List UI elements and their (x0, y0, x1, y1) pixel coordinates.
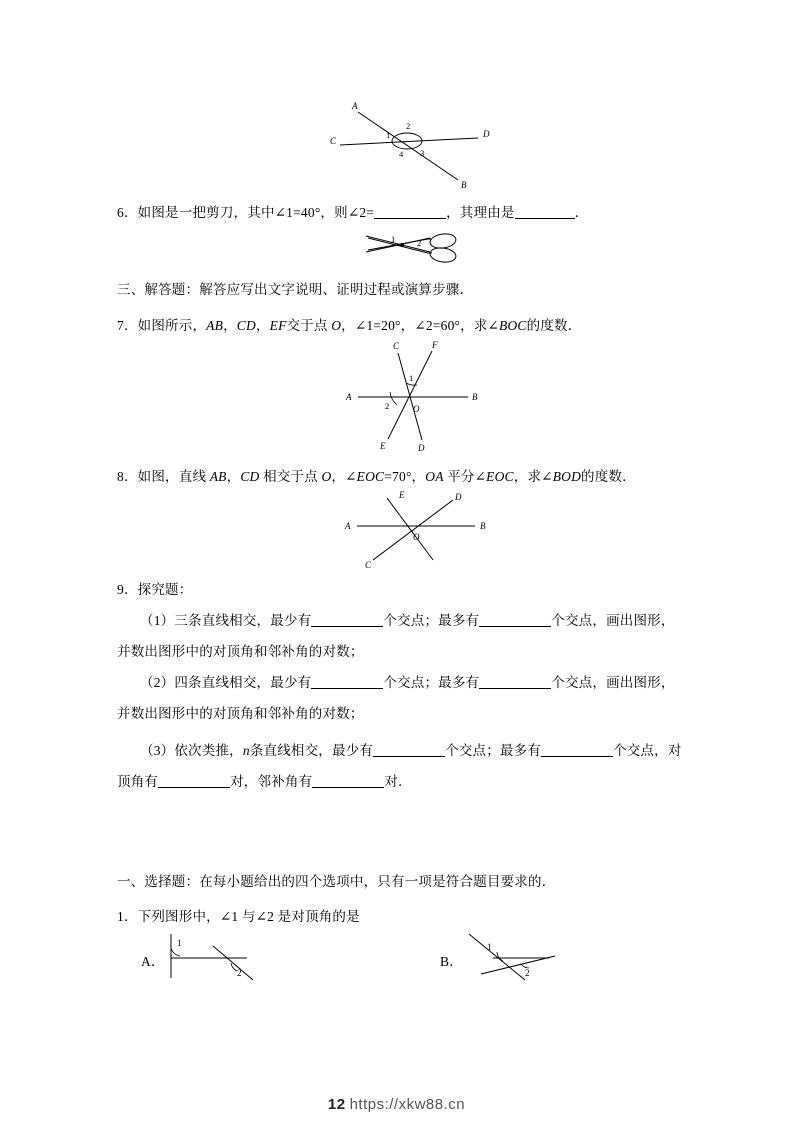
option-a-label[interactable] (141, 952, 165, 972)
q9-part-2-line-1 (140, 673, 675, 693)
svg-text:2: 2 (417, 238, 422, 248)
q8-suffix-3: 平分∠ (443, 469, 487, 484)
svg-text:C: C (330, 136, 337, 146)
q8-term-oa: OA (425, 469, 444, 484)
svg-text:1: 1 (177, 938, 182, 948)
figure-option-a (165, 930, 275, 985)
q9-part3-n: n (242, 743, 250, 758)
q9-part2-line2: 并数出图形中的对顶角和邻补角的对数； (117, 706, 364, 721)
question-8 (117, 467, 636, 487)
svg-text:B: B (461, 180, 467, 190)
q8-term-o: O (321, 469, 332, 484)
q9-p3-blank-3[interactable] (158, 774, 230, 788)
svg-text:O: O (413, 404, 420, 414)
section-1-heading (117, 872, 555, 892)
svg-text:A: A (346, 392, 352, 402)
q9-part2-b: 个交点；最多有 (383, 675, 480, 690)
q8-tail: 的度数． (581, 469, 636, 484)
q7-term-o: O (331, 318, 342, 333)
q7-number: 7 (117, 318, 124, 333)
q8-suffix-4: ，求∠ (513, 469, 553, 484)
q8-term-eoc-2: EOC (486, 469, 514, 484)
q8-term-bod: BOD (552, 469, 582, 484)
q9-number: 9 (117, 582, 124, 597)
q7-term-cd: CD (236, 318, 256, 333)
q9-part1-line2: 并数出图形中的对顶角和邻补角的对数； (117, 644, 364, 659)
svg-text:E: E (399, 490, 405, 500)
q8-suffix-2: =70°， (384, 469, 426, 484)
svg-text:O: O (413, 532, 420, 542)
q9-part1-a: （1）三条直线相交，最少有 (140, 613, 312, 628)
footer-url: https://xkw88.cn (349, 1096, 466, 1113)
svg-text:1: 1 (487, 942, 492, 952)
svg-text:C: C (365, 560, 372, 570)
question-1 (117, 907, 360, 927)
q1-number: 1 (117, 909, 124, 924)
q6-number: 6 (117, 205, 124, 220)
q8-term-cd: CD (240, 469, 260, 484)
question-9-title (117, 580, 192, 600)
q9-p3-blank-4[interactable] (312, 774, 384, 788)
q7-term-ef: EF (269, 318, 287, 333)
q9-part1-c: 个交点，画出图形， (551, 613, 675, 628)
q9-part-3-line-2 (117, 772, 412, 792)
option-b-label[interactable] (440, 952, 463, 972)
option-b-label-text: B． (440, 954, 463, 969)
svg-text:3: 3 (420, 148, 425, 158)
q9-part3-line2-b: 对，邻补角有 (230, 774, 313, 789)
svg-text:F: F (432, 340, 438, 350)
option-a-label-text: A． (141, 954, 165, 969)
q7-sep-1: ， (223, 318, 237, 333)
svg-text:2: 2 (406, 121, 411, 131)
q9-part2-a: （2）四条直线相交，最少有 (140, 675, 312, 690)
svg-text:E: E (380, 441, 386, 451)
svg-text:A: A (352, 101, 358, 111)
svg-text:D: D (418, 443, 425, 453)
question-6 (117, 203, 588, 223)
footer-page-number: 12 (327, 1096, 346, 1113)
q9-part-2-line-2 (117, 704, 364, 724)
question-7 (117, 316, 581, 336)
q8-prefix: ．如图，直线 (123, 469, 210, 484)
svg-text:A: A (345, 521, 351, 531)
svg-text:4: 4 (399, 149, 404, 159)
q7-suffix: ，∠1=20°，∠2=60°，求∠ (341, 318, 500, 333)
q9-p3-blank-1[interactable] (373, 743, 445, 757)
figure-three-lines-point-o (340, 335, 500, 455)
svg-text:2: 2 (525, 968, 530, 978)
q8-mid: 相交于点 (259, 469, 322, 484)
q7-sep-2: ， (255, 318, 270, 333)
q9-part1-b: 个交点；最多有 (383, 613, 480, 628)
q9-part-1-line-1 (140, 611, 675, 631)
q6-text-before: ．如图是一把剪刀，其中∠1=40°，则∠2= (123, 205, 375, 220)
svg-text:2: 2 (237, 968, 242, 978)
q9-p1-blank-2[interactable] (479, 613, 551, 627)
q9-part3-a: （3）依次类推， (140, 743, 243, 758)
q1-text: ．下列图形中，∠1 与∠2 是对顶角的是 (123, 909, 360, 924)
q8-number: 8 (117, 469, 124, 484)
svg-text:1: 1 (391, 234, 396, 244)
svg-text:B: B (480, 521, 486, 531)
figure-option-b (463, 930, 573, 985)
svg-text:B: B (472, 392, 478, 402)
svg-text:2: 2 (385, 401, 390, 411)
svg-text:D: D (483, 129, 490, 139)
svg-text:1: 1 (409, 373, 414, 383)
q9-p3-blank-2[interactable] (541, 743, 613, 757)
q9-part3-line2-c: 对． (384, 774, 412, 789)
q9-part2-c: 个交点，画出图形， (551, 675, 675, 690)
q9-part-1-line-2 (117, 642, 364, 662)
q9-title-text: ．探究题： (123, 582, 193, 597)
page-footer (0, 1096, 793, 1113)
q8-term-ab: AB (209, 469, 227, 484)
figure-scissors (358, 228, 478, 276)
svg-text:D: D (455, 492, 462, 502)
figure-lines-ab-cd-oe (335, 488, 505, 570)
q8-term-eoc: EOC (356, 469, 385, 484)
q7-tail: 的度数． (526, 318, 582, 333)
figure-two-intersecting-lines (330, 100, 510, 195)
section-1-text: ：在每小题给出的四个选项中，只有一项是符合题目要求的． (185, 874, 556, 889)
q6-text-mid: ，其理由是 (446, 205, 515, 220)
q6-text-after: ． (574, 205, 589, 220)
section-3-text: ：解答应写出文字说明、证明过程或演算步骤． (185, 282, 474, 297)
q7-mid: 交于点 (286, 318, 332, 333)
q6-answer-blank-1[interactable] (374, 205, 446, 219)
q7-prefix: ．如图所示， (123, 318, 207, 333)
q9-p2-blank-2[interactable] (479, 675, 551, 689)
svg-text:1: 1 (386, 130, 391, 140)
q9-part3-b: 条直线相交，最少有 (249, 743, 374, 758)
section-1-label: 一、选择题 (117, 874, 186, 889)
section-3-label: 三、解答题 (117, 282, 186, 297)
q9-p2-blank-1[interactable] (311, 675, 383, 689)
q9-p1-blank-1[interactable] (311, 613, 383, 627)
section-3-heading (117, 280, 473, 300)
svg-text:C: C (393, 341, 400, 351)
q7-term-ab: AB (206, 318, 224, 333)
q9-part-3-line-1 (140, 741, 682, 761)
q9-part3-c: 个交点；最多有 (445, 743, 542, 758)
q9-part3-d: 个交点，对 (613, 743, 682, 758)
q7-term-boc: BOC (499, 318, 527, 333)
q6-answer-blank-2[interactable] (515, 205, 575, 219)
q8-suffix: ，∠ (331, 469, 357, 484)
q9-part3-line2-a: 顶角有 (117, 774, 159, 789)
q8-sep-1: ， (226, 469, 241, 484)
